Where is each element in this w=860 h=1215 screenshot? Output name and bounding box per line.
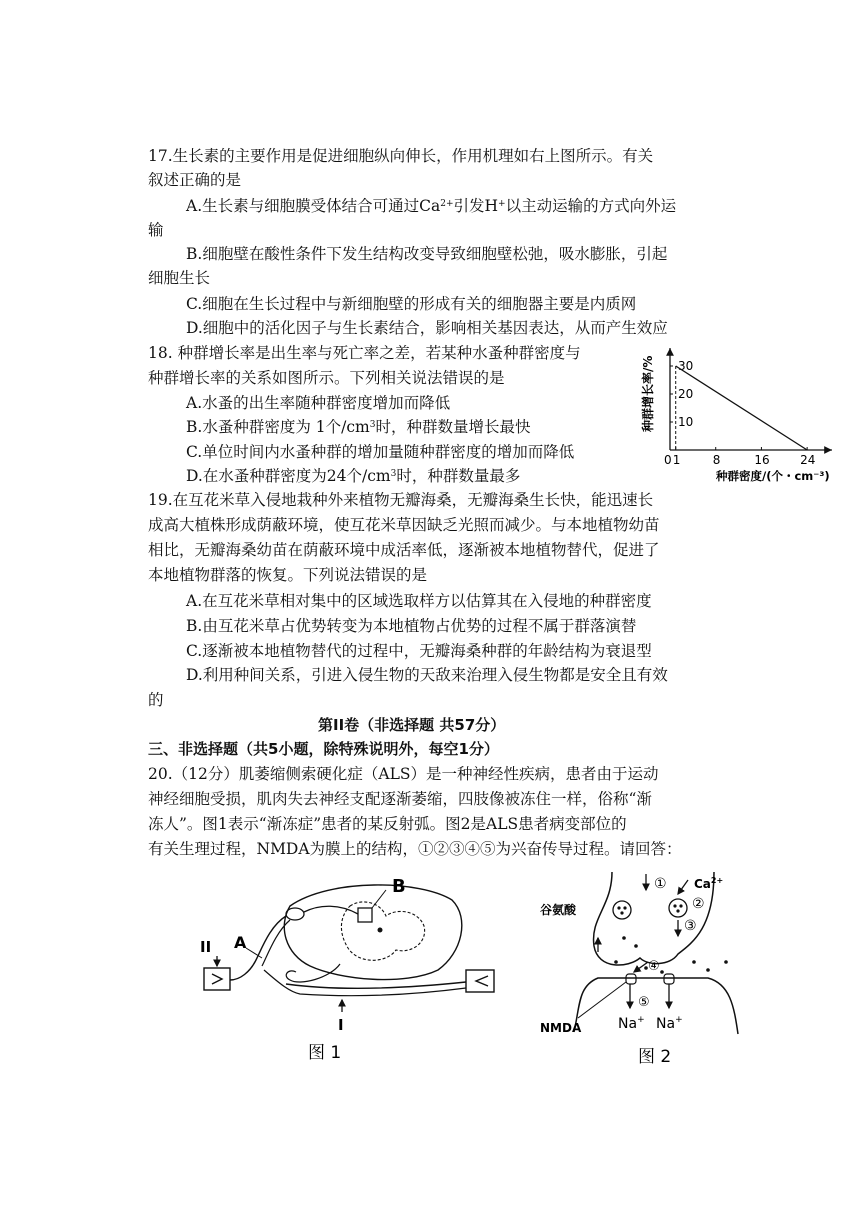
q20-stem-line3: 冻人”。图1表示“渐冻症”患者的某反射弧。图2是ALS患者病变部位的 bbox=[148, 815, 627, 833]
q19-option-c: C.逐渐被本地植物替代的过程中，无瓣海桑种群的年龄结构为衰退型 bbox=[186, 642, 652, 660]
q19-option-d: D.利用种间关系，引进入侵生物的天敌来治理入侵生物都是安全且有效 bbox=[186, 666, 668, 684]
fig2-step-5: ⑤ bbox=[638, 995, 650, 1010]
q17-option-a: A.生长素与细胞膜受体结合可通过$Ca^{2+}$引发H+以主动运输的方式向外运 bbox=[186, 197, 677, 215]
q20-stem-line4: 有关生理过程，NMDA为膜上的结构，①②③④⑤为兴奋传导过程。请回答： bbox=[148, 840, 682, 858]
q18-option-a: A.水蚤的出生率随种群密度增加而降低 bbox=[186, 394, 451, 412]
population-growth-chart bbox=[628, 340, 848, 490]
q17-option-d: D.细胞中的活化因子与生长素结合，影响相关基因表达，从而产生效应 bbox=[186, 319, 668, 337]
fig1-label-i: I bbox=[338, 1016, 344, 1034]
fig2-na-label-1: Na+ bbox=[618, 1015, 645, 1032]
q18-option-b: B.水蚤种群密度为 1个$/cm^3$时，种群数量增长最快 bbox=[186, 418, 531, 436]
fig2-step-1: ① bbox=[654, 876, 667, 892]
figure-2-synapse bbox=[538, 866, 768, 1076]
chart-x-tick-label: 24 bbox=[800, 453, 816, 467]
chart-y-label: 种群增长率/% bbox=[641, 355, 655, 432]
chart-series-line bbox=[676, 366, 807, 450]
fig2-step-3: ③ bbox=[684, 918, 697, 934]
q17-stem-line1: 17.生长素的主要作用是促进细胞纵向伸长，作用机理如右上图所示。有关 bbox=[148, 147, 654, 165]
q19-option-b: B.由互花米草占优势转变为本地植物占优势的过程不属于群落演替 bbox=[186, 617, 637, 635]
q19-option-d-cont: 的 bbox=[148, 691, 164, 709]
fig2-glutamate-label: 谷氨酸 bbox=[540, 903, 577, 917]
q17-option-b: B.细胞壁在酸性条件下发生结构改变导致细胞壁松弛，吸水膨胀，引起 bbox=[186, 245, 668, 263]
chart-x-tick-label: 8 bbox=[712, 453, 721, 467]
chart-x-tick-label: 16 bbox=[754, 453, 770, 467]
fig1-caption: 图 1 bbox=[308, 1043, 342, 1063]
chart-y-tick-label: 30 bbox=[678, 359, 694, 373]
section-heading: 三、非选择题（共5小题，除特殊说明外，每空1分） bbox=[148, 740, 499, 758]
q19-stem-line1: 19.在互花米草入侵地栽种外来植物无瓣海桑，无瓣海桑生长快，能迅速长 bbox=[148, 491, 654, 509]
chart-x-tick-label: 1 bbox=[672, 453, 681, 467]
q18-option-d: D.在水蚤种群密度为24个$/cm^3$时，种群数量最多 bbox=[186, 467, 521, 485]
q18-stem-line1: 18. 种群增长率是出生率与死亡率之差，若某种水蚤种群密度与 bbox=[148, 344, 581, 362]
fig1-label-a: A bbox=[234, 933, 247, 952]
q20-stem-line1: 20.（12分）肌萎缩侧索硬化症（ALS）是一种神经性疾病，患者由于运动 bbox=[148, 765, 659, 783]
chart-y-tick-label: 10 bbox=[678, 415, 694, 429]
fig2-step-2: ② bbox=[692, 896, 705, 912]
q18-option-c: C.单位时间内水蚤种群的增加量随种群密度的增加而降低 bbox=[186, 443, 575, 461]
q19-stem-line3: 相比，无瓣海桑幼苗在荫蔽环境中成活率低，逐渐被本地植物替代，促进了 bbox=[148, 541, 660, 559]
q18-stem-line2: 种群增长率的关系如图所示。下列相关说法错误的是 bbox=[148, 369, 505, 387]
q19-stem-line4: 本地植物群落的恢复。下列说法错误的是 bbox=[148, 566, 428, 584]
figure-1-reflex-arc bbox=[190, 868, 510, 1068]
chart-origin-label: 0 bbox=[664, 453, 672, 467]
q17-stem-line2: 叙述正确的是 bbox=[148, 171, 242, 189]
fig2-nmda-label: NMDA bbox=[540, 1021, 582, 1035]
fig2-caption: 图 2 bbox=[638, 1047, 672, 1067]
q17-option-b-cont: 细胞生长 bbox=[148, 269, 211, 287]
fig1-label-b: B bbox=[392, 876, 406, 897]
q17-option-a-cont: 输 bbox=[148, 221, 164, 239]
chart-x-label: 种群密度/(个・cm⁻³) bbox=[716, 469, 830, 483]
q19-stem-line2: 成高大植株形成荫蔽环境，使互花米草因缺乏光照而减少。与本地植物幼苗 bbox=[148, 516, 660, 534]
fig1-label-ii: II bbox=[200, 938, 212, 956]
section-title: 第II卷（非选择题 共57分） bbox=[318, 716, 506, 734]
fig2-step-4: ④ bbox=[648, 959, 660, 974]
q19-option-a: A.在互花米草相对集中的区域选取样方以估算其在入侵地的种群密度 bbox=[186, 592, 652, 610]
chart-y-tick-label: 20 bbox=[678, 387, 694, 401]
q17-option-c: C.细胞在生长过程中与新细胞壁的形成有关的细胞器主要是内质网 bbox=[186, 295, 637, 313]
fig2-ca-label: $Ca^{2+}$ bbox=[694, 876, 724, 891]
q20-stem-line2: 神经细胞受损，肌肉失去神经支配逐渐萎缩，四肢像被冻住一样，俗称“渐 bbox=[148, 790, 652, 808]
fig2-na-label-2: Na+ bbox=[656, 1015, 683, 1032]
